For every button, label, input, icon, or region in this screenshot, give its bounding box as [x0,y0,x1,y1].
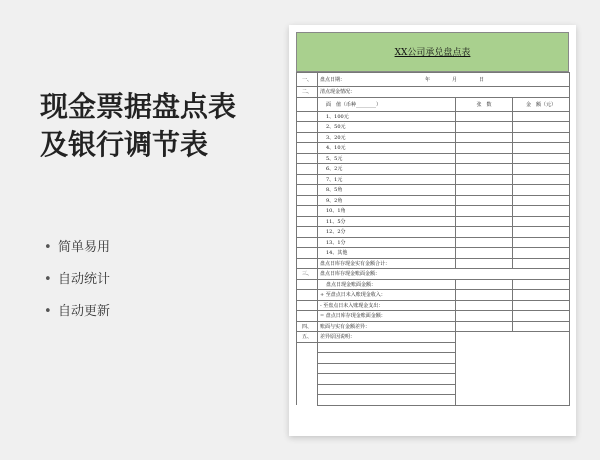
bullet-icon: • [44,240,52,255]
reason-row: 五、 差异原因说明： [297,332,570,343]
book-row: + 至盘点日未入账现金收入： [297,290,570,301]
inventory-form [296,72,570,406]
headline-line-1: 现金票据盘点表 [40,90,237,123]
column-header-row: 面 值（币种________） 张 数 金 额（元） [297,97,570,111]
feature-item: • 自动统计 [44,272,111,287]
table-row: 2、50元 [297,122,570,133]
table-row: 4、10元 [297,143,570,154]
table-row: 6、2元 [297,164,570,175]
headline-line-2: 及银行调节表 [40,128,209,161]
table-row: 1、100元 [297,111,570,122]
actual-total-row: 盘点日库存现金实有金额合计： [297,258,570,269]
date-row: 一、 盘点日期： 年 月 日 [297,73,570,87]
book-row: 盘点日现金账面金额： [297,279,570,290]
difference-row: 四、 账面与实有金额差异： [297,321,570,332]
document-preview [289,25,576,436]
table-row: 3、20元 [297,132,570,143]
table-row: 9、2角 [297,195,570,206]
table-row: 8、5角 [297,185,570,196]
table-row: 13、1分 [297,237,570,248]
table-row: 11、5分 [297,216,570,227]
book-row: = 盘点日库存现金账面金额： [297,311,570,322]
table-row: 10、1角 [297,206,570,217]
sheet-title-bar [296,32,569,72]
feature-item: • 自动更新 [44,304,111,319]
table-row: 5、5元 [297,153,570,164]
cash-section-row: 二、 清点现金情况： [297,87,570,98]
bullet-icon: • [44,304,52,319]
bullet-icon: • [44,272,52,287]
table-row: 14、其他 [297,248,570,259]
book-row: - 至盘点日未入账现金支出： [297,300,570,311]
page-headline [40,88,236,164]
book-section-row: 三、 盘点日库存现金账面金额： [297,269,570,280]
table-row: 7、1元 [297,174,570,185]
feature-item: • 简单易用 [44,240,111,255]
sheet-title: XX公司承兑盘点表 [394,48,471,58]
table-row: 12、2分 [297,227,570,238]
